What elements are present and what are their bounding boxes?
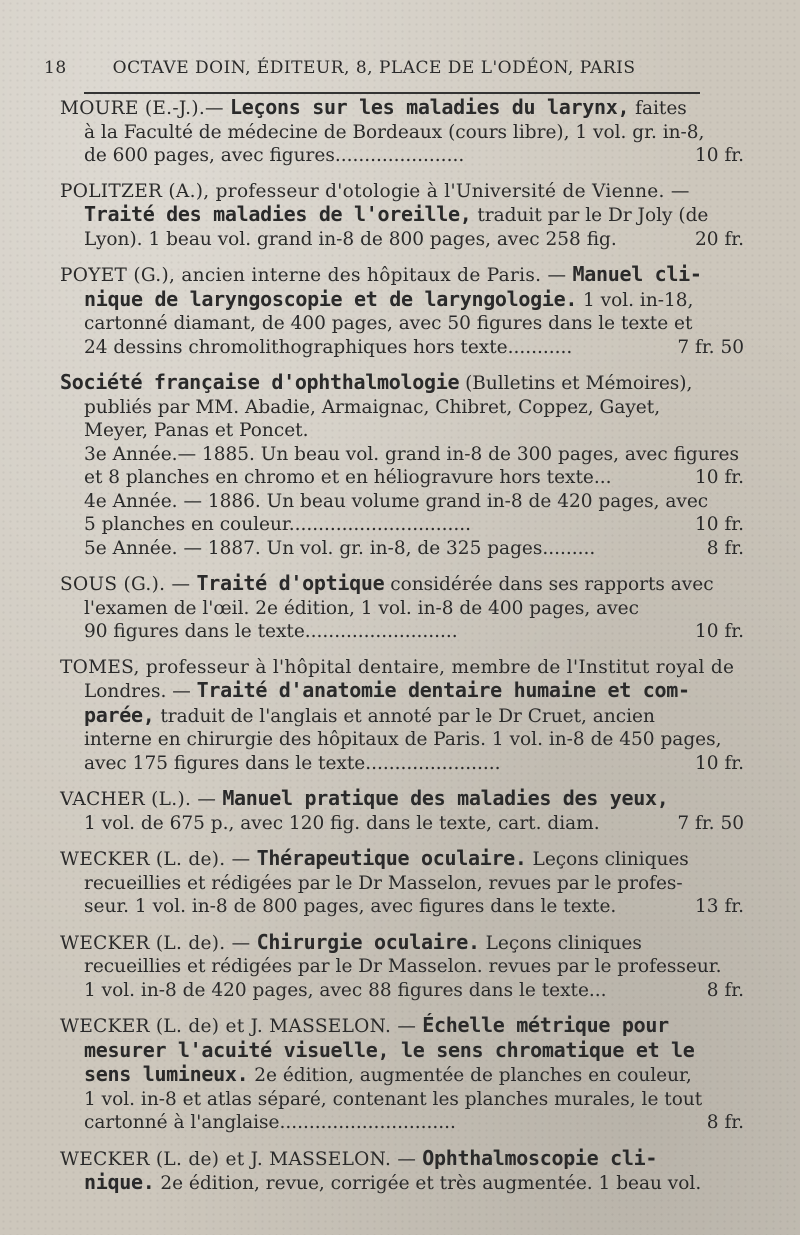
entry-text: Leçons cliniques: [479, 932, 642, 954]
catalog-entry-poyet: [60, 263, 744, 359]
entry-text: 1 vol. in-8 de 420 pages, avec 88 figures dans le texte...: [84, 979, 607, 1001]
entry-text: 1 vol. in-18,: [577, 289, 694, 311]
catalog-entry-wecker-therapeutique: [60, 847, 744, 919]
entry-text: à la Faculté de médecine de Bordeaux (cours libre), 1 vol. gr. in-8,: [84, 121, 705, 143]
entry-text: avec 175 figures dans le texte.......................: [84, 752, 501, 774]
entry-text: faites: [629, 98, 687, 119]
catalog-entry-tomes: [60, 656, 744, 776]
entry-author: TOMES, professeur à l'hôpital dentaire, membre de l'Institut royal de: [60, 656, 735, 678]
volume-line: 5 planches en couleur...............................: [84, 514, 472, 535]
entry-text: (Bulletins et Mémoires),: [459, 373, 693, 394]
entry-text: considérée dans ses rapports avec: [384, 574, 714, 595]
entry-text: 90 figures dans le texte..........................: [84, 621, 458, 642]
entry-author: POYET (G.), ancien interne des hôpitaux de Paris. —: [60, 265, 573, 286]
entry-author: POLITZER (A.), professeur d'otologie à l'Université de Vienne. —: [60, 180, 690, 202]
entry-price: 7 fr. 50: [677, 336, 744, 358]
entry-author: SOUS (G.). —: [60, 574, 197, 595]
catalog-entry-wecker-chirurgie: [60, 931, 744, 1003]
page-header: [44, 58, 748, 78]
entry-price: 20 fr.: [695, 228, 744, 250]
entry-text: seur. 1 vol. in-8 de 800 pages, avec figures dans le texte.: [84, 896, 617, 917]
entry-title: Échelle métrique pour: [422, 1013, 669, 1037]
entry-author: VACHER (L.). —: [60, 789, 223, 810]
catalog-entry-societe: [60, 371, 744, 560]
entry-title: mesurer l'acuité visuelle, le sens chromatique et le: [84, 1037, 695, 1062]
entry-text: 24 dessins chromolithographiques hors texte...........: [84, 336, 573, 358]
header-rule: [84, 92, 700, 94]
catalog-entry-politzer: [60, 180, 744, 252]
catalog-entry-vacher: [60, 787, 744, 835]
entry-text: publiés par MM. Abadie, Armaignac, Chibret, Coppez, Gayet,: [84, 396, 661, 418]
entry-price: 7 fr. 50: [677, 812, 744, 834]
entry-title: nique.: [84, 1170, 155, 1194]
entry-text: recueillies et rédigées par le Dr Masselon. revues par le professeur.: [84, 956, 722, 977]
entry-text: Londres. —: [84, 681, 197, 702]
volume-line: 5e Année. — 1887. Un vol. gr. in-8, de 325 pages.........: [84, 537, 596, 559]
entry-text: l'examen de l'œil. 2e édition, 1 vol. in-8 de 400 pages, avec: [84, 597, 639, 619]
page-number: 18: [44, 58, 67, 78]
entry-title: Ophthalmoscopie cli-: [422, 1145, 658, 1170]
entry-title: Manuel pratique des maladies des yeux,: [222, 786, 669, 810]
entry-title: sens lumineux.: [84, 1062, 249, 1086]
entry-title: Chirurgie oculaire.: [256, 929, 480, 954]
entry-text: 1 vol. in-8 et atlas séparé, contenant les planches murales, le tout: [84, 1088, 703, 1110]
catalog-entries: [60, 96, 744, 1208]
entry-author: WECKER (L. de). —: [60, 932, 257, 954]
entry-author: WECKER (L. de) et J. MASSELON. —: [60, 1016, 423, 1037]
entry-text: cartonné à l'anglaise..............................: [84, 1112, 456, 1133]
entry-price: 10 fr.: [695, 752, 744, 774]
publisher-line: OCTAVE DOIN, ÉDITEUR, 8, PLACE DE L'ODÉON, PARIS: [112, 58, 636, 78]
entry-text: Lyon). 1 beau vol. grand in-8 de 800 pages, avec 258 fig.: [84, 228, 617, 250]
entry-title: nique de laryngoscopie et de laryngologie.: [84, 286, 578, 311]
entry-text: 2e édition, revue, corrigée et très augmentée. 1 beau vol.: [154, 1173, 702, 1194]
entry-text: recueillies et rédigées par le Dr Masselon, revues par le profes-: [84, 872, 683, 894]
entry-text: traduit de l'anglais et annoté par le Dr Cruet, ancien: [154, 705, 655, 727]
entry-price: 13 fr.: [695, 896, 744, 917]
entry-text: interne en chirurgie des hôpitaux de Paris. 1 vol. in-8 de 450 pages,: [84, 729, 722, 750]
catalog-entry-sous: [60, 572, 744, 644]
entry-text: Meyer, Panas et Poncet.: [84, 420, 309, 441]
entry-price: 10 fr.: [695, 145, 744, 166]
entry-text: 2e édition, augmentée de planches en couleur,: [248, 1065, 692, 1086]
entry-text: de 600 pages, avec figures......................: [84, 145, 465, 166]
entry-price: 8 fr.: [706, 979, 744, 1001]
catalog-entry-wecker-ophthalmoscopie: [60, 1147, 744, 1196]
volume-line: 3e Année.— 1885. Un beau vol. grand in-8 de 300 pages, avec figures: [84, 443, 739, 465]
entry-price: 10 fr.: [695, 621, 744, 642]
entry-title: Thérapeutique oculaire.: [256, 846, 527, 870]
entry-price: 10 fr.: [695, 467, 744, 488]
volume-line: et 8 planches en chromo et en héliogravure hors texte...: [84, 467, 612, 488]
entry-title: Société française d'ophthalmologie: [60, 370, 460, 394]
entry-author: MOURE (E.-J.).—: [60, 98, 231, 119]
entry-text: cartonné diamant, de 400 pages, avec 50 figures dans le texte et: [84, 313, 693, 334]
entry-title: Traité d'optique: [196, 571, 385, 595]
entry-title: parée,: [84, 702, 155, 727]
volume-line: 4e Année. — 1886. Un beau volume grand in-8 de 420 pages, avec: [84, 490, 709, 512]
entry-title: Manuel cli-: [572, 262, 702, 286]
entry-title: Traité d'anatomie dentaire humaine et com-: [196, 678, 690, 702]
entry-price: 8 fr.: [706, 1112, 744, 1133]
entry-title: Traité des maladies de l'oreille,: [84, 202, 472, 226]
catalog-entry-moure: [60, 96, 744, 168]
entry-text: traduit par le Dr Joly (de: [471, 205, 709, 226]
entry-title: Leçons sur les maladies du larynx,: [230, 95, 630, 119]
entry-text: Leçons cliniques: [526, 849, 689, 870]
entry-author: WECKER (L. de) et J. MASSELON. —: [60, 1148, 423, 1170]
catalog-entry-wecker-echelle: [60, 1014, 744, 1135]
entry-author: WECKER (L. de). —: [60, 849, 257, 870]
entry-price: 8 fr.: [706, 537, 744, 559]
entry-price: 10 fr.: [695, 514, 744, 535]
entry-text: 1 vol. de 675 p., avec 120 fig. dans le texte, cart. diam.: [84, 812, 600, 834]
